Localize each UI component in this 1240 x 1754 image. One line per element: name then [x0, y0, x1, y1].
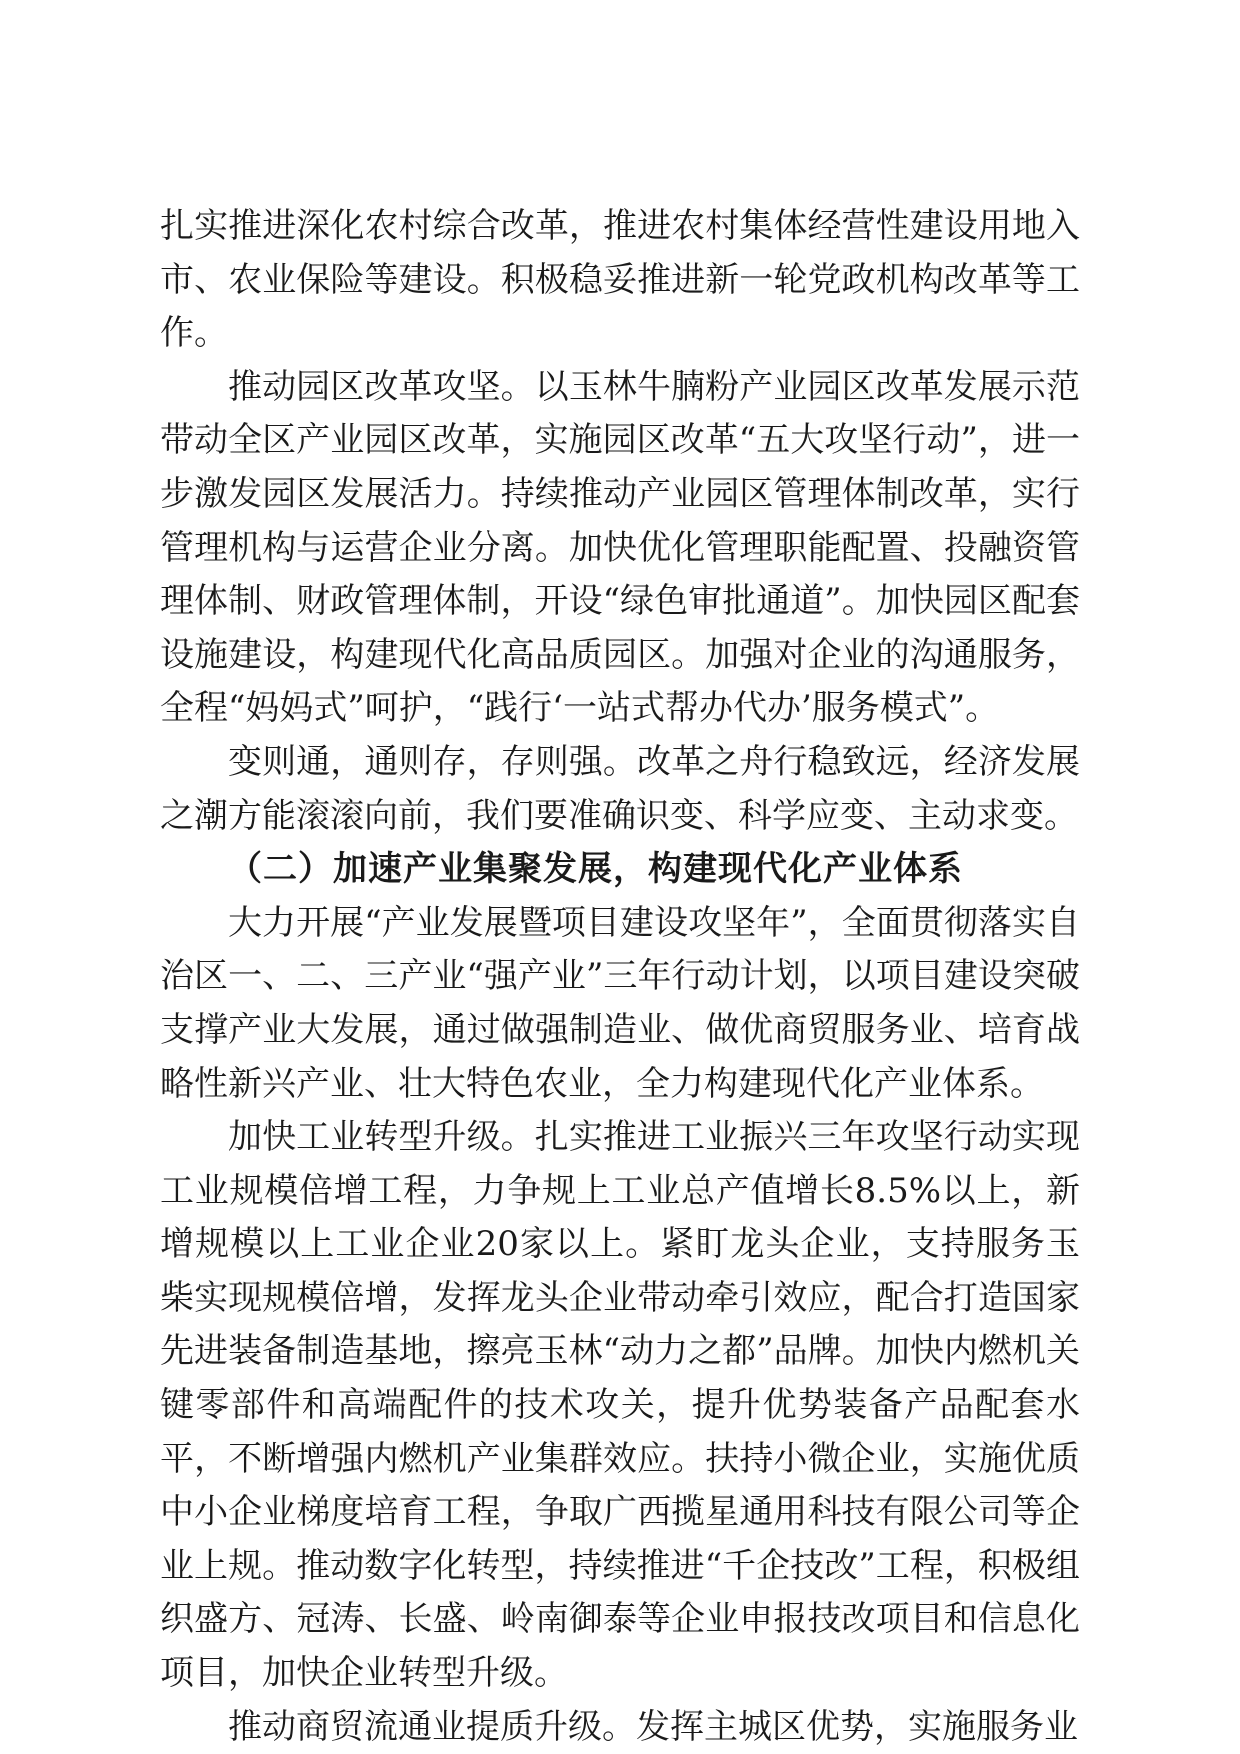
document-page — [160, 200, 1080, 1754]
paragraph-reform-summary: 变则通，通则存，存则强。改革之舟行稳致远，经济发展之潮方能滚滚向前，我们要准确识变、科学应变、主动求变。 — [160, 741, 1080, 836]
paragraph-rural-reform-continuation: 扎实推进深化农村综合改革，推进农村集体经营性建设用地入市、农业保险等建设。积极稳妥推进新一轮党政机构改革等工作。 — [160, 206, 1080, 354]
paragraph-park-reform: 推动园区改革攻坚。以玉林牛腩粉产业园区改革发展示范带动全区产业园区改革，实施园区改革“五大攻坚行动”，进一步激发园区发展活力。持续推动产业园区管理体制改革，实行管理机构与运营企业分离。加快优化管理职能配置、投融资管理体制、财政管理体制，开设“绿色审批通道”。加快园区配套设施建设，构建现代化高品质园区。加强对企业的沟通服务，全程“妈妈式”呵护，“践行‘一站式帮办代办’服务模式”。 — [160, 366, 1080, 729]
paragraph-industry-overview: 大力开展“产业发展暨项目建设攻坚年”，全面贯彻落实自治区一、二、三产业“强产业”三年行动计划，以项目建设突破支撑产业大发展，通过做强制造业、做优商贸服务业、培育战略性新兴产业、壮大特色农业，全力构建现代化产业体系。 — [160, 902, 1080, 1104]
section-heading-industry: （二）加速产业集聚发展，构建现代化产业体系 — [228, 849, 963, 890]
paragraph-commerce-upgrade: 推动商贸流通业提质升级。发挥主城区优势，实施服务业 — [228, 1706, 1078, 1747]
paragraph-industrial-upgrade: 加快工业转型升级。扎实推进工业振兴三年攻坚行动实现工业规模倍增工程，力争规上工业总产值增长8.5%以上，新增规模以上工业企业20家以上。紧盯龙头企业，支持服务玉柴实现规模倍增，发挥龙头企业带动牵引效应，配合打造国家先进装备制造基地，擦亮玉林“动力之都”品牌。加快内燃机关键零部件和高端配件的技术攻关，提升优势装备产品配套水平，不断增强内燃机产业集群效应。扶持小微企业，实施优质中小企业梯度培育工程，争取广西揽星通用科技有限公司等企业上规。推动数字化转型，持续推进“千企技改”工程，积极组织盛方、冠涛、长盛、岭南御泰等企业申报技改项目和信息化项目，加快企业转型升级。 — [160, 1117, 1080, 1694]
